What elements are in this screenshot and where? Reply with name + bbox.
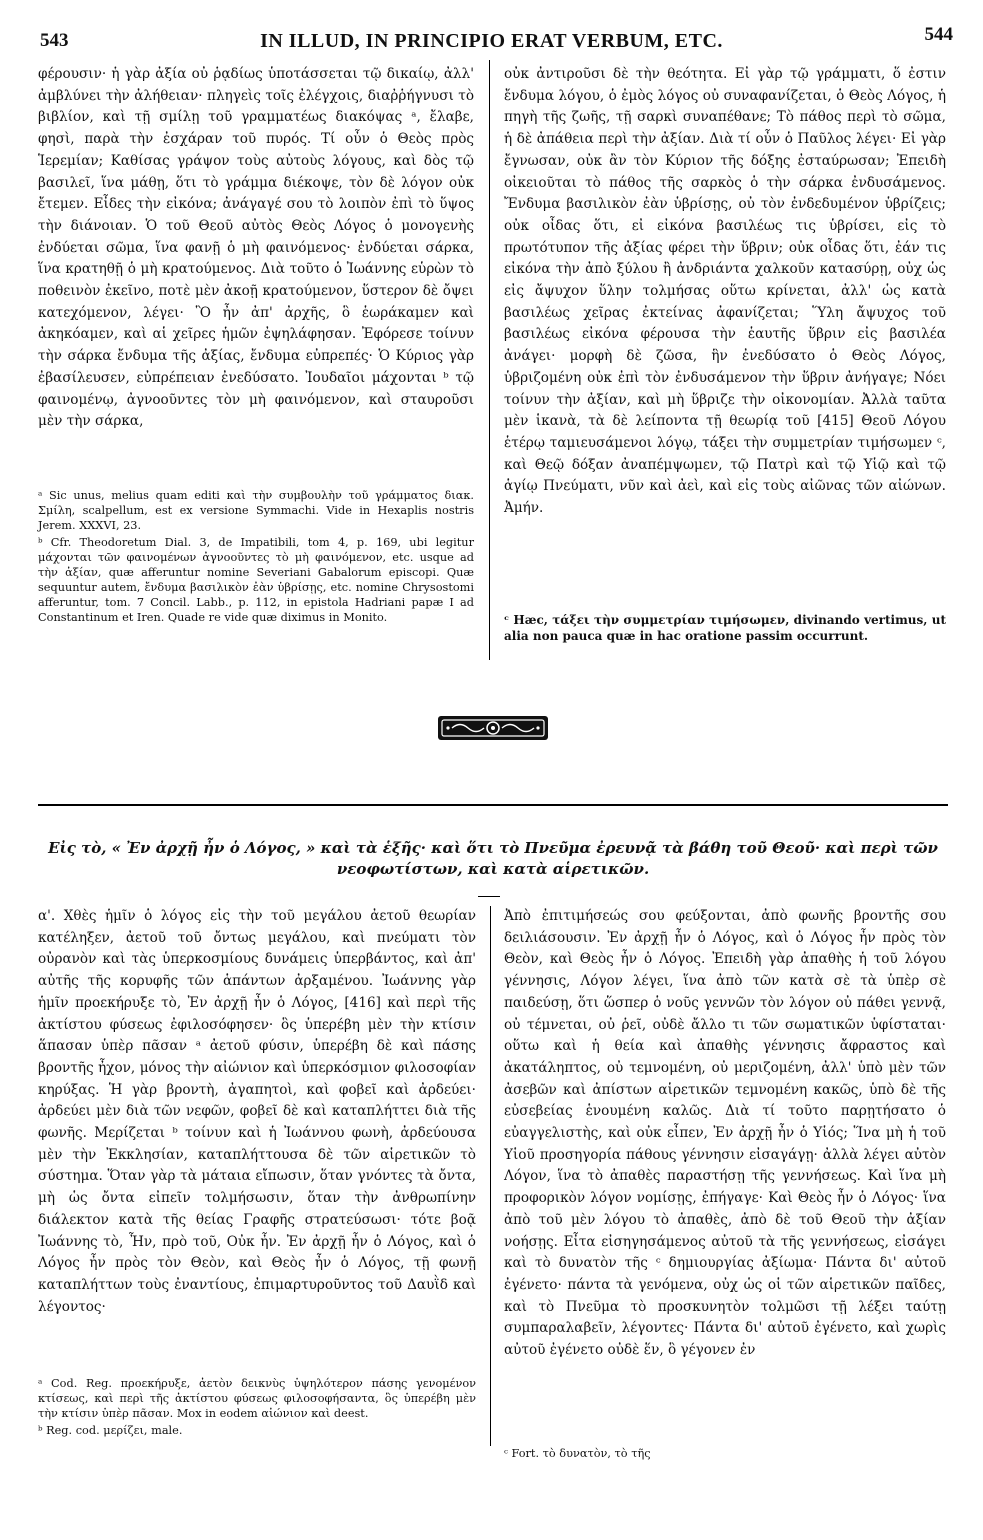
heading-dash — [478, 896, 500, 897]
page-number-right: 544 — [924, 24, 953, 45]
footnote-b: ᵇ Cfr. Theodoretum Dial. 3, de Impatibili, tom 4, p. 169, ubi legitur μάχονται τῶν φαινομένων ἀγνοοῦντες τὸ μὴ φαινόμενον, etc. usque ad τὴν ἀξίαν, quæ afferuntur nomine Severiani Gabalorum episcopi. Quæ sequuntur autem, ἔνδυμα βασιλικὸν ἐὰν ὑβρίσῃς, etc. nomine Chrysostomi afferuntur, tom. 7 Concil. Labb., p. 112, in epistola Hadriani papæ I ad Constantinum et Iren. Quade re vide quæ diximus in Monito. — [38, 536, 474, 624]
top-left-column — [38, 64, 474, 433]
column-rule-top — [489, 60, 490, 660]
footnote-c-bottom: ᶜ Fort. τὸ δυνατὸν, τὸ τῆς — [504, 1447, 651, 1460]
bottom-right-footnote — [504, 1446, 946, 1461]
top-right-column — [504, 64, 946, 520]
footnote-a-bottom: ᵃ Cod. Reg. προεκήρυξε, ἀετὸν δεικνὺς ὑψηλότερον πάσης γενομένον κτίσεως, καὶ περὶ τῆς ἀκτίστου φύσεως φιλοσοφήσαντα, ὃς ὑπερέβη μὲν τὴν κτίσιν ὑπὲρ πᾶσαν. Mox in eodem αἰώνιον καὶ deest. — [38, 1377, 476, 1420]
footnote-b-bottom: ᵇ Reg. cod. μερίζει, male. — [38, 1424, 183, 1437]
bottom-left-column — [38, 906, 476, 1318]
top-right-paragraph: οὐκ ἀντιροῦσι δὲ τὴν θεότητα. Εἰ γὰρ τῷ γράμματι, ὅ ἐστιν ἔνδυμα λόγου, ὁ ἐμὸς λόγος οὐ συναφανίζεται, ὁ Θεὸς Λόγος, ἡ πηγὴ τῆς ζωῆς, τῇ σαρκὶ συναπέθανε; Τὸ πάθος περὶ τὸ σῶμα, ἡ δὲ ἀπάθεια περὶ τὴν ἀξίαν. Διὰ τί οὖν ὁ Παῦλος λέγει· Εἰ γὰρ ἔγνωσαν, οὐκ ἂν τὸν Κύριον τῆς δόξης ἐσταύρωσαν; Ἐπειδὴ οἰκειοῦται τὸ πάθος τῆς σαρκὸς ὁ τὴν σάρκα ἐνδυσάμενος. Ἔνδυμα βασιλικὸν ἐὰν ὑβρίσῃς, οὐ τὸν ἐνδεδυμένον ὑβρίζεις; οὐκ οἶδας ὅτι, εἰ εἰκόνα βασιλέως τις ὑβρίσει, εἰς τὸ πρωτότυπον τῆς ἀξίας φέρει τὴν ὕβριν; οὐκ οἶδας ὅτι, ἐάν τις εἰκόνα τὴν ἀπὸ ξύλου ἢ ἀνδριάντα χαλκοῦν κατασύρῃ, οὐχ ὡς εἰς ἄψυχον ὕλην τολμήσας οὕτω κρίνεται, ἀλλ' ὡς κατὰ βασιλέως χεῖρας ἐκτείνας ἀφανίζεται; Ὕλη ἄψυχος τοῦ βασιλέως εἰκόνα φέρουσα τὴν ἑαυτῆς ὕβριν εἰς βασιλέα ἀνάγει· μορφὴ δὲ ζῶσα, ἣν ἐνεδύσατο ὁ Θεὸς Λόγος, ὑβριζομένη οὐκ ἐπὶ τὸν ἐνδυσάμενον τὴν ὕβριν ἀνήγαγε; Νόει τοίνυν τὴν ἀξίαν, καὶ μὴ ὕβριζε τὴν οἰκονομίαν. Ἀλλὰ ταῦτα μὲν ἱκανὰ, τὰ δὲ λείποντα τῇ θεωρίᾳ τοῦ [415] Θεοῦ Λόγου ἑτέρῳ ταμιευσάμενοι λόγῳ, τάξει τὴν συμμετρίαν τιμήσωμεν ᶜ, καὶ Θεῷ δόξαν ἀναπέμψωμεν, τῷ Πατρὶ καὶ τῷ Υἱῷ καὶ τῷ ἁγίῳ Πνεύματι, νῦν καὶ ἀεὶ, καὶ εἰς τοὺς αἰῶνας τῶν αἰώνων. Ἀμήν. — [504, 66, 946, 517]
page-number-left: 543 — [40, 30, 69, 51]
homily-heading: Εἰς τὸ, « Ἐν ἀρχῇ ἦν ὁ Λόγος, » καὶ τὰ ἑξῆς· καὶ ὅτι τὸ Πνεῦμα ἐρευνᾷ τὰ βάθη τοῦ Θεοῦ· καὶ περὶ τῶν νεοφωτίστων, καὶ κατὰ αἱρετικῶν. — [48, 839, 938, 878]
column-rule-bottom — [490, 906, 491, 1446]
bottom-left-footnotes — [38, 1376, 476, 1438]
decorative-ornament — [438, 712, 548, 744]
section-rule — [38, 804, 948, 806]
top-left-footnotes — [38, 488, 474, 625]
bottom-left-paragraph: α'. Χθὲς ἡμῖν ὁ λόγος εἰς τὴν τοῦ μεγάλου ἀετοῦ θεωρίαν κατέληξεν, ἀετοῦ τοῦ ὄντως μεγάλου, καὶ πνεύματι τὸν οὐρανὸν καὶ τὰς ὑπερκοσμίους δυνάμεις ὑπερβάντος, καὶ ἀπ' αὐτῆς τῆς κορυφῆς τῶν ἁπάντων ἀρξαμένου. Ἰωάννης γὰρ ἡμῖν προεκήρυξε τὸ, Ἐν ἀρχῇ ἦν ὁ Λόγος, [416] καὶ περὶ τῆς ἀκτίστου φύσεως ἐφιλοσόφησεν· ὃς ὑπερέβη μὲν τὴν κτίσιν ἅπασαν ὑπὲρ πᾶσαν ᵃ ἀετοῦ φύσιν, ὑπερέβη δὲ καὶ πάσης βροντῆς ἦχον, μόνος τὴν αἰώνιον καὶ ὑπερκόσμιον φιλοσοφίαν κηρύξας. Ἡ γὰρ βροντὴ, ἀγαπητοὶ, καὶ φοβεῖ καὶ ἀρδεύει· ἀρδεύει μὲν διὰ τῶν νεφῶν, φοβεῖ δὲ καὶ καταπλήττει διὰ τῆς φωνῆς. Μερίζεται ᵇ τοίνυν καὶ ἡ Ἰωάννου φωνὴ, ἀρδεύουσα μὲν τὴν Ἐκκλησίαν, καταπλήττουσα δὲ τῶν αἱρετικῶν τὸ σύστημα. Ὅταν γὰρ τὰ μάταια εἴπωσιν, ὅταν γνόντες τὰ ὄντα, μὴ ὡς ὄντα εἰπεῖν τολμήσωσιν, ὅταν τὴν ἀνθρωπίνην διάλεκτον κατὰ τῆς θείας Γραφῆς στρατεύσωσι· τότε βοᾷ Ἰωάννης τὸ, Ἦν, πρὸ τοῦ, Οὐκ ἦν. Ἐν ἀρχῇ ἦν ὁ Λόγος, καὶ ὁ Λόγος ἦν πρὸς τὸν Θεὸν, καὶ Θεὸς ἦν ὁ Λόγος, τῇ φωνῇ καταπλήττων τοὺς ἐναντίους, ἐπιμαρτυροῦντος τοῦ Δαυῒδ καὶ λέγοντος· — [38, 908, 476, 1315]
bottom-right-paragraph: Ἀπὸ ἐπιτιμήσεώς σου φεύξονται, ἀπὸ φωνῆς βροντῆς σου δειλιάσουσιν. Ἐν ἀρχῇ ἦν ὁ Λόγος, καὶ ὁ Λόγος ἦν πρὸς τὸν Θεὸν, καὶ Θεὸς ἦν ὁ Λόγος. Ἐπειδὴ γὰρ ἀπαθὴς ἡ τοῦ λόγου γέννησις, Λόγον λέγει, ἵνα ἀπὸ τῶν κατὰ σὲ τὰ ὑπὲρ σὲ παιδεύσῃ, ὅτι ὥσπερ ὁ νοῦς γεννῶν τὸν λόγον οὐ πάθει γεννᾷ, οὐ τέμνεται, οὐ ῥεῖ, οὐδὲ ἄλλο τι τῶν σωματικῶν ὑφίσταται· οὕτω καὶ ἡ θεία καὶ ἀπαθὴς γέννησις ἄφραστος καὶ ἀκατάληπτος, οὐ τεμνομένη, οὐ μεριζομένη, ἀλλ' ὑπὸ μὲν τῶν ἀσεβῶν καὶ ἀπίστων αἱρετικῶν τεμνομένη κακῶς, ὑπὸ δὲ τῆς εὐσεβείας ἑνουμένη καλῶς. Διὰ τί τοῦτο παρῃτήσατο ὁ εὐαγγελιστὴς, καὶ οὐκ εἶπεν, Ἐν ἀρχῇ ἦν ὁ Υἱός; Ἵνα μὴ ἡ τοῦ Υἱοῦ προσηγορία πάθους γέννησιν εἰσαγάγῃ· ἀλλὰ λέγει αὐτὸν Λόγον, ἵνα τὸ ἀπαθὲς παραστήσῃ τῆς γεννήσεως. Καὶ ἵνα μὴ προφορικὸν λόγον νομίσῃς, ἐπήγαγε· Καὶ Θεὸς ἦν ὁ Λόγος· ἵνα ἀπὸ τοῦ μὲν λόγου τὸ ἀπαθὲς, ἀπὸ δὲ τοῦ Θεοῦ τὴν ἀξίαν νοήσῃς. Εἶτα εἰσηγησάμενος αὐτοῦ τὰ τῆς γεννήσεως, εἰσάγει καὶ τὸ δυνατὸν τῆς ᶜ δημιουργίας ἀξίωμα· Πάντα δι' αὐτοῦ ἐγένετο· πάντα τὰ γενόμενα, οὐχ ὡς οἱ τῶν αἱρετικῶν παῖδες, καὶ τὸ Πνεῦμα τὸ προσκυνητὸν τολμῶσι τῇ λέξει ταύτῃ συμπαραλαβεῖν, λέγοντες· Πάντα δι' αὐτοῦ ἐγένετο, καὶ χωρὶς αὐτοῦ ἐγένετο οὐδὲ ἕν, ὃ γέγονεν ἐν — [504, 908, 946, 1359]
footnote-c: ᶜ Hæc, τάξει τὴν συμμετρίαν τιμήσωμεν, divinando vertimus, ut alia non pauca quæ in hac oratione passim occurrunt. — [504, 613, 946, 643]
top-right-footnote — [504, 612, 946, 644]
bottom-right-column — [504, 906, 946, 1362]
footnote-a: ᵃ Sic unus, melius quam editi καὶ τὴν συμβουλὴν τοῦ γράμματος διακ. Σμίλη, scalpellum, est ex versione Symmachi. Vide in Hexaplis nostris Jerem. XXXVI, 23. — [38, 489, 474, 532]
running-title: IN ILLUD, IN PRINCIPIO ERAT VERBUM, ETC. — [260, 30, 723, 52]
top-left-paragraph: φέρουσιν· ἡ γὰρ ἀξία οὐ ῥᾳδίως ὑποτάσσεται τῷ δικαίῳ, ἀλλ' ἀμβλύνει τὴν ἀλήθειαν· πληγεὶς τοῖς ἐλέγχοις, διαῤῥήγνυσι τὸ βιβλίον, καὶ τῇ σμίλῃ τοῦ γραμματέως διακόψας ᵃ, ἔλαβε, φησὶ, παρὰ τὴν ἐσχάραν τοῦ πυρός. Τί οὖν ὁ Θεὸς πρὸς Ἱερεμίαν; Καθίσας γράψον τοὺς αὐτοὺς λόγους, καὶ δὸς τῷ βασιλεῖ, ἵνα μάθῃ, ὅτι τὸ γράμμα διέκοψε, τὸν δὲ λόγον οὐκ ἔτεμεν. Εἶδες τὴν εἰκόνα; ἀνάγαγέ σου τὸ λοιπὸν ἐπὶ τὸ ὕψος τὴν διάνοιαν. Ὁ τοῦ Θεοῦ αὐτὸς Θεὸς Λόγος ὁ μονογενὴς ἐνδύεται σῶμα, ἵνα φανῇ ὁ μὴ φαινόμενος· ἐνδύεται σάρκα, ἵνα κρατηθῇ ὁ μὴ κρατούμενος. Διὰ τοῦτο ὁ Ἰωάννης εὑρὼν τὸ ποθεινὸν ἐκεῖνο, ποτὲ μὲν ἀκοῇ κρατούμενον, ὕστερον δὲ ὄψει κατεχόμενον, λέγει· Ὃ ἦν ἀπ' ἀρχῆς, ὃ ἑωράκαμεν καὶ ἀκηκόαμεν, καὶ αἱ χεῖρες ἡμῶν ἐψηλάφησαν. Ἐφόρεσε τοίνυν τὴν σάρκα ἔνδυμα τῆς ἀξίας, ἔνδυμα εὐπρεπές· Ὁ Κύριος γὰρ ἐβασίλευσεν, εὐπρέπειαν ἐνεδύσατο. Ἰουδαῖοι μάχονται ᵇ τῷ φαινομένῳ, ἀγνοοῦντες τὸν μὴ φαινόμενον, καὶ σταυροῦσι μὲν τὴν σάρκα, — [38, 66, 474, 430]
